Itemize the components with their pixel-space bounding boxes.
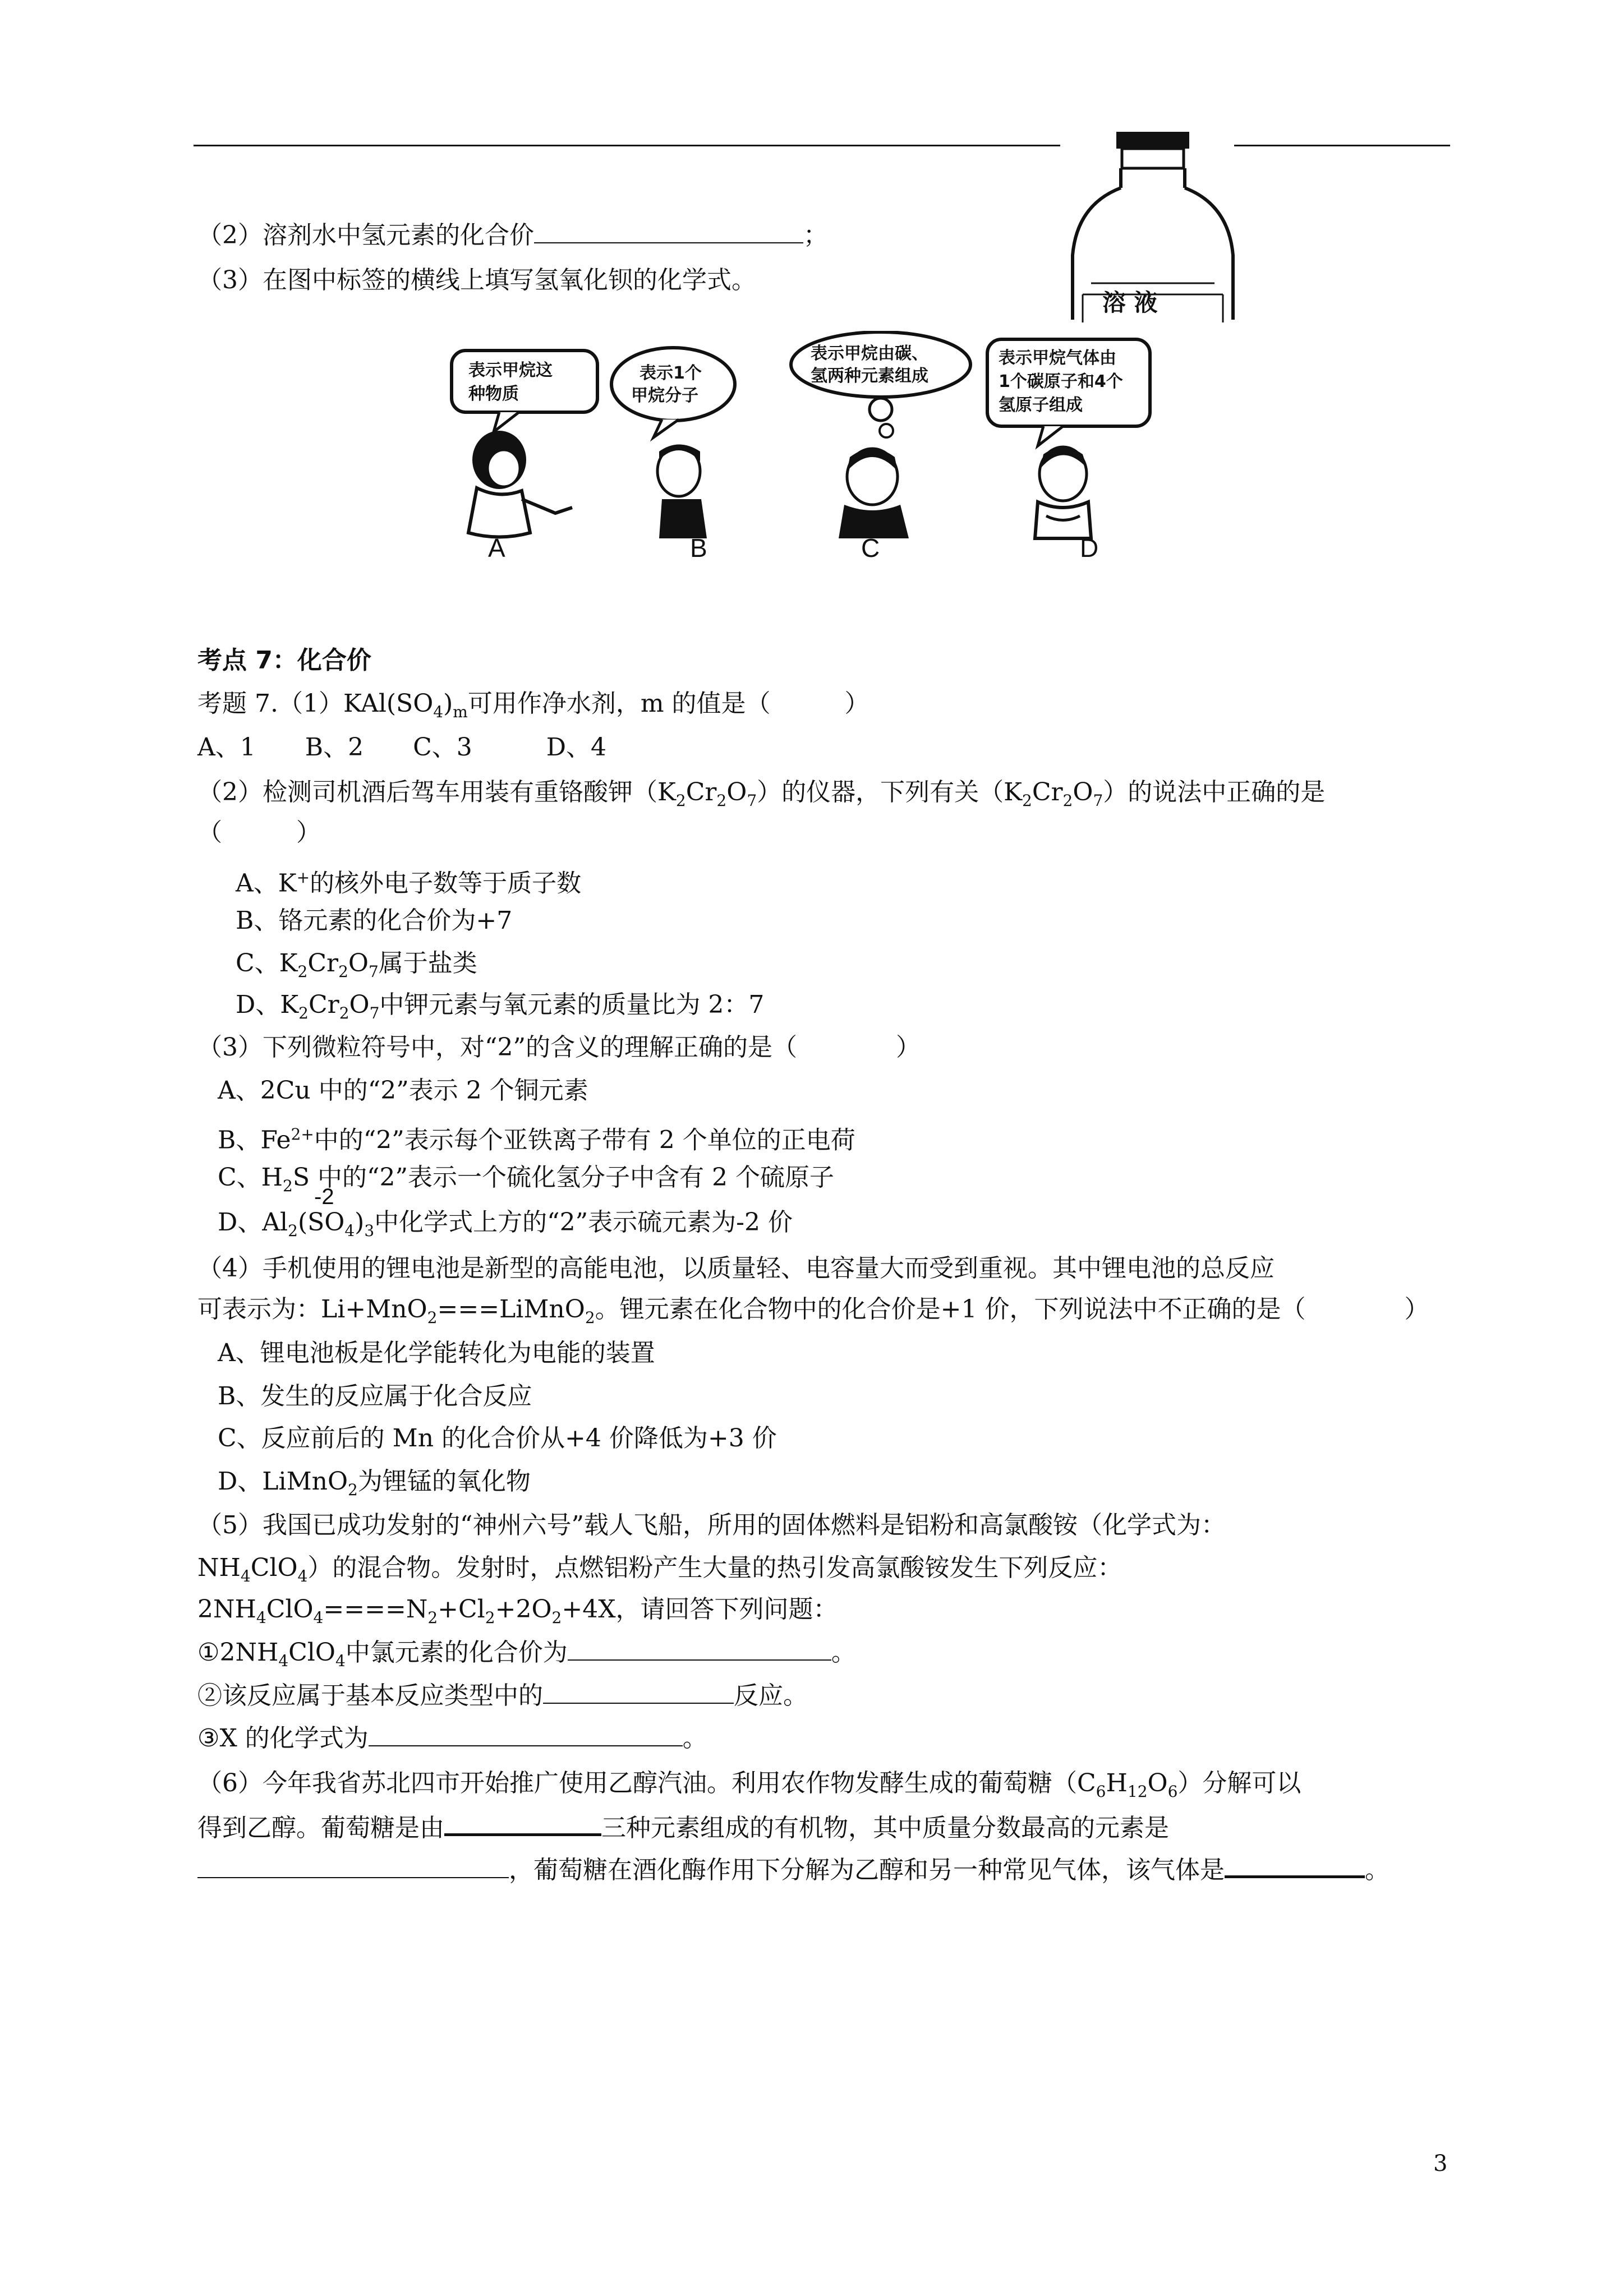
answer-blank[interactable] — [369, 1721, 683, 1746]
answer-blank[interactable] — [197, 1852, 509, 1878]
person-a-figure — [468, 431, 572, 537]
q7-4-option-a: A、锂电池板是化学能转化为电能的装置 — [218, 1339, 655, 1367]
q7-2-option-d: D、$K_2Cr_2O_7$中钾元素与氧元素的质量比为 2：7 — [236, 990, 765, 1022]
bubble-c-line-2: 氢两种元素组成 — [811, 366, 928, 386]
q7-3-option-a: A、2Cu 中的“2”表示 2 个铜元素 — [218, 1076, 588, 1105]
q7-3-option-b: B、$Fe^{2+}$中的“2”表示每个亚铁离子带有 2 个单位的正电荷 — [218, 1125, 855, 1155]
q7-5-line-1: （5）我国已成功发射的“神州六号”载人飞船，所用的固体燃料是铝粉和高氯酸铵（化学式为： — [197, 1511, 1226, 1539]
bubble-d-line-1: 表示甲烷气体由 — [999, 348, 1116, 368]
bubble-a-line-1: 表示甲烷这 — [468, 361, 553, 380]
answer-blank[interactable] — [568, 1635, 831, 1661]
q7-3-option-c: C、$H_2S$ 中的“2”表示一个硫化氢分子中含有 2 个硫原子 — [218, 1163, 834, 1195]
bottle-label: 溶 液 — [1102, 289, 1158, 316]
answer-blank[interactable] — [543, 1678, 734, 1704]
answer-blank[interactable] — [1225, 1851, 1365, 1878]
section-title: 考点 7：化合价 — [197, 646, 371, 675]
q7-3-option-d: D、$Al_2(SO_4)_3$中化学式上方的“2”表示硫元素为-2 价 — [218, 1208, 793, 1240]
q7-4-option-c: C、反应前后的 Mn 的化合价从+4 价降低为+3 价 — [218, 1424, 777, 1453]
q7-5-sub-c: ③X 的化学式为 。 — [197, 1721, 707, 1755]
q7-1-options: A、1 B、2 C、3 D、4 — [197, 733, 607, 762]
q7-3-stem: （3）下列微粒符号中，对“2”的含义的理解正确的是（ ） — [197, 1033, 921, 1062]
bubble-b-line-2: 甲烷分子 — [631, 386, 698, 405]
q7-2-paren: （ ） — [197, 818, 321, 847]
header-rule-right — [1234, 145, 1450, 146]
bubble-d-line-2: 1个碳原子和4个 — [999, 372, 1123, 391]
q7-6-line-3: ，葡萄糖在酒化酶作用下分解为乙醇和另一种常见气体，该气体是 。 — [197, 1851, 1390, 1887]
question-3: （3）在图中标签的横线上填写氢氧化钡的化学式。 — [197, 266, 756, 294]
answer-blank[interactable] — [534, 218, 803, 243]
q7-6-line-1: （6）今年我省苏北四市开始推广使用乙醇汽油。利用农作物发酵生成的葡萄糖$(C_6H_{12}O_6)$分解可以 — [197, 1769, 1301, 1801]
answer-blank[interactable] — [444, 1809, 601, 1836]
q7-4-option-d: D、LiMnO$_2$为锂锰的氧化物 — [218, 1467, 531, 1499]
q7-4-option-b: B、发生的反应属于化合反应 — [218, 1382, 532, 1410]
header-rule-left — [194, 145, 1060, 146]
cartoon-label-c: C — [861, 533, 880, 563]
bubble-a-line-2: 种物质 — [468, 384, 519, 404]
person-d-figure — [1035, 447, 1091, 538]
methane-cartoon-figure — [438, 331, 1178, 566]
person-b-figure — [657, 445, 707, 539]
cartoon-label-a: A — [488, 533, 505, 563]
cartoon-label-d: D — [1080, 533, 1099, 563]
q7-2-option-b: B、铬元素的化合价为+7 — [236, 906, 513, 935]
person-c-figure — [839, 449, 909, 538]
q7-6-line-2: 得到乙醇。葡萄糖是由 三种元素组成的有机物，其中质量分数最高的元素是 — [197, 1809, 1169, 1845]
q7-4-line-1: （4）手机使用的锂电池是新型的高能电池，以质量轻、电容量大而受到重视。其中锂电池的总反应 — [197, 1254, 1275, 1283]
q7-4-line-2: 可表示为：Li+MnO$_2$===LiMnO$_2$。锂元素在化合物中的化合价是+1 价，下列说法中不正确的是（ ） — [197, 1295, 1429, 1327]
page-number: 3 — [1433, 2151, 1448, 2177]
q7-5-sub-a: $①2NH_4ClO_4$中氯元素的化合价为 。 — [197, 1635, 856, 1678]
valence-mark: -2 — [314, 1184, 334, 1209]
bubble-b-line-1: 表示1个 — [640, 363, 702, 383]
q7-2-option-c: C、$K_2Cr_2O_7$属于盐类 — [236, 949, 477, 981]
q7-5-sub-b: ②该反应属于基本反应类型中的 反应。 — [197, 1678, 808, 1713]
q7-1-stem: 考题 $7.(1)KAl(SO_4)_m$可用作净水剂，m 的值是（ ） — [197, 689, 869, 721]
q7-5-line-2: $NH_4ClO_4$）的混合物。发射时，点燃铝粉产生大量的热引发高氯酸铵发生下列反应： — [197, 1553, 1122, 1585]
bubble-d-line-3: 氢原子组成 — [999, 395, 1083, 415]
q7-2-stem: （2）检测司机酒后驾车用装有重铬酸钾$(K_2Cr_2O_7)$的仪器，下列有关$(K_2Cr_2O_7)$的说法中正确的是 — [197, 778, 1326, 810]
question-2: （2）溶剂水中氢元素的化合价 ； — [197, 218, 828, 252]
q7-2-option-a: A、K+的核外电子数等于质子数 — [236, 868, 582, 898]
q7-5-line-3: $2NH_4ClO_4====N_2+Cl_2+2O_2+4X$，请回答下列问题： — [197, 1595, 838, 1627]
cartoon-label-b: B — [690, 533, 707, 563]
bubble-c-line-1: 表示甲烷由碳、 — [811, 344, 928, 363]
